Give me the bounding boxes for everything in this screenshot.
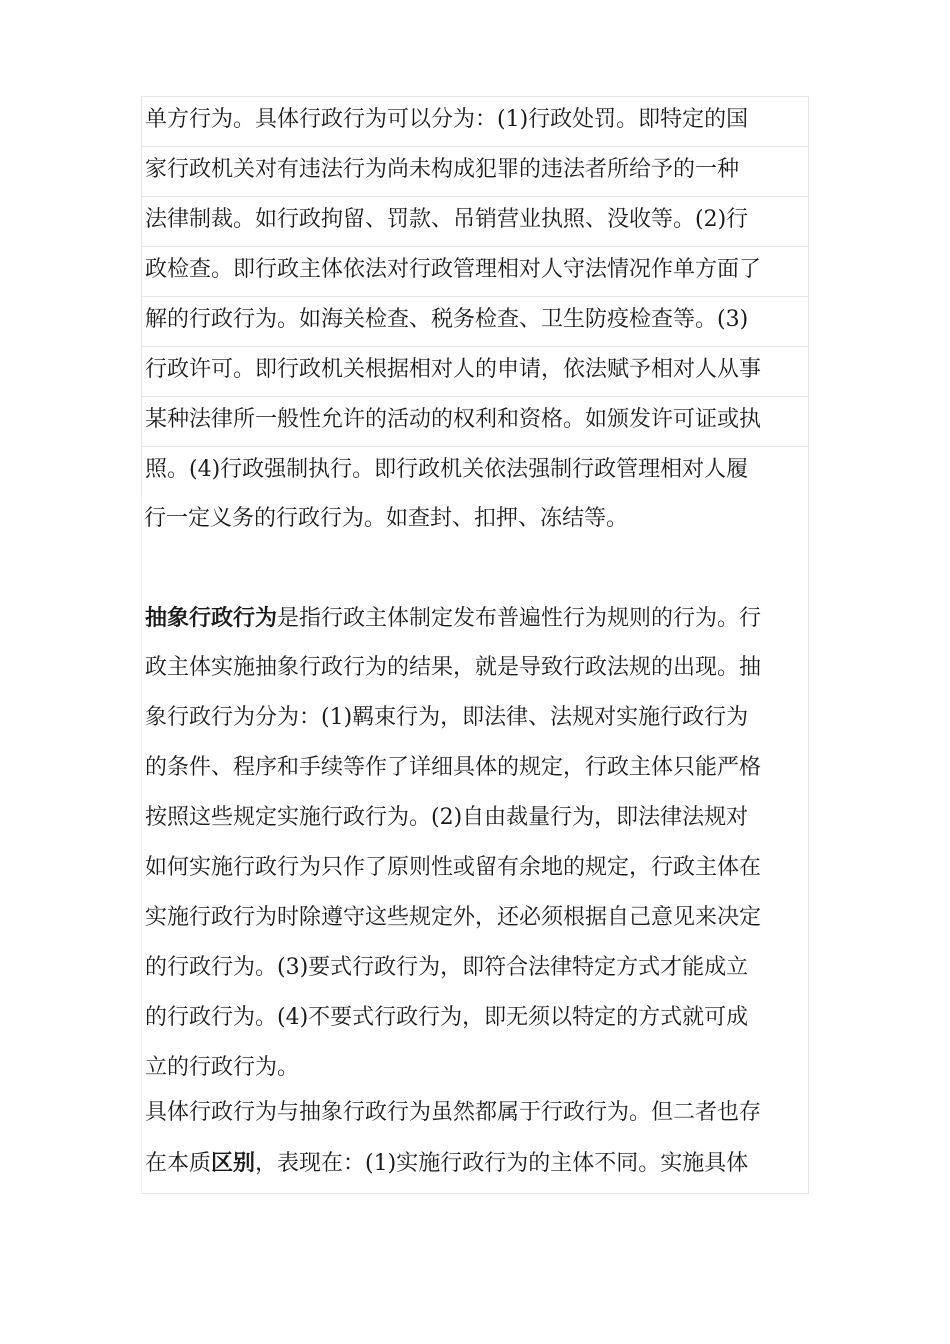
text-line: 具体行政行为与抽象行政行为虽然都属于行政行为。但二者也存: [145, 1100, 762, 1125]
text-line: 解的行政行为。如海关检查、税务检查、卫生防疫检查等。(3): [141, 296, 809, 346]
text-line: 家行政机关对有违法行为尚未构成犯罪的违法者所给予的一种: [141, 146, 809, 196]
text-line: 的行政行为。(4)不要式行政行为，即无须以特定的方式就可成: [145, 1005, 749, 1030]
text-line: 的行政行为。(3)要式行政行为，即符合法律特定方式才能成立: [145, 955, 749, 980]
text-line: 象行政行为分为：(1)羁束行为，即法律、法规对实施行政行为: [145, 705, 749, 730]
text-fragment: 在本质: [145, 1151, 212, 1176]
text-fragment: ，表现在：(1)实施行政行为的主体不同。实施具体: [255, 1151, 749, 1176]
text-line: 立的行政行为。: [145, 1055, 300, 1080]
text-line: 政主体实施抽象行政行为的结果，就是导致行政法规的出现。抽: [145, 655, 762, 680]
text-line: 行政许可。即行政机关根据相对人的申请，依法赋予相对人从事: [141, 346, 809, 396]
text-line: [145, 1138, 809, 1188]
text-line: [145, 593, 809, 643]
text-line: 的条件、程序和手续等作了详细具体的规定，行政主体只能严格: [145, 755, 762, 780]
text-line: 行一定义务的行政行为。如查封、扣押、冻结等。: [141, 496, 809, 546]
term-difference: 区别: [211, 1150, 256, 1176]
text-line: 实施行政行为时除遵守这些规定外，还必须根据自己意见来决定: [145, 905, 762, 930]
text-line: 法律制裁。如行政拘留、罚款、吊销营业执照、没收等。(2)行: [141, 196, 809, 246]
text-fragment: 是指行政主体制定发布普遍性行为规则的行为。行: [277, 606, 762, 631]
comparison-paragraph: [145, 1088, 809, 1188]
top-paragraph: [141, 96, 809, 546]
text-line: 单方行为。具体行政行为可以分为：(1)行政处罚。即特定的国: [141, 96, 809, 146]
text-line: 某种法律所一般性允许的活动的权利和资格。如颁发许可证或执: [141, 396, 809, 446]
text-line: 如何实施行政行为只作了原则性或留有余地的规定，行政主体在: [145, 855, 762, 880]
text-line: 按照这些规定实施行政行为。(2)自由裁量行为，即法律法规对: [145, 805, 749, 830]
term-abstract-act: 抽象行政行为: [145, 605, 278, 631]
text-line: 政检查。即行政主体依法对行政管理相对人守法情况作单方面了: [141, 246, 809, 296]
text-line: 照。(4)行政强制执行。即行政机关依法强制行政管理相对人履: [141, 446, 809, 496]
abstract-paragraph: [145, 593, 809, 1093]
